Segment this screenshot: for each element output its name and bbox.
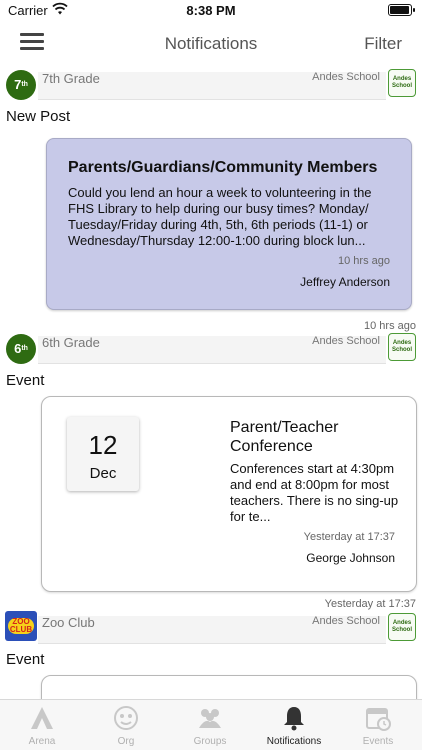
- groups-icon: [196, 704, 224, 732]
- post-title: Parents/Guardians/Community Members: [68, 159, 378, 176]
- item-type-label: Event: [6, 372, 45, 389]
- tab-label: Org: [117, 736, 135, 747]
- item-timestamp: Yesterday at 17:37: [324, 598, 416, 610]
- tab-label: Events: [362, 736, 394, 747]
- school-logo-icon: Andes School: [388, 69, 416, 97]
- notification-feed[interactable]: [0, 66, 422, 699]
- page-title: Notifications: [164, 34, 258, 53]
- school-logo-icon: Andes School: [388, 333, 416, 361]
- grade-badge-icon: 6th: [6, 334, 36, 364]
- calendar-icon: [364, 704, 392, 732]
- event-day: 12: [88, 430, 118, 460]
- tab-notifications[interactable]: [252, 700, 336, 750]
- event-author: George Johnson: [306, 551, 395, 565]
- tab-org[interactable]: [84, 700, 168, 750]
- org-name: Andes School: [312, 615, 380, 627]
- event-card[interactable]: [41, 396, 417, 592]
- group-name: Zoo Club: [42, 615, 95, 630]
- group-name: 6th Grade: [42, 335, 100, 350]
- group-header-6th-grade[interactable]: [0, 330, 422, 364]
- navigation-bar: [0, 22, 422, 66]
- event-date: [67, 417, 139, 491]
- post-author: Jeffrey Anderson: [300, 275, 390, 289]
- tab-label: Groups: [193, 736, 227, 747]
- school-logo-icon: Andes School: [388, 613, 416, 641]
- group-header-zoo-club[interactable]: [0, 610, 422, 644]
- tab-groups[interactable]: [168, 700, 252, 750]
- tab-label: Notifications: [266, 736, 322, 747]
- group-name: 7th Grade: [42, 71, 100, 86]
- grade-badge-icon: 7th: [6, 70, 36, 100]
- clock: 8:38 PM: [186, 3, 236, 18]
- event-title: Parent/Teacher Conference: [230, 419, 339, 455]
- tab-bar: [0, 699, 422, 750]
- org-name: Andes School: [312, 335, 380, 347]
- event-body: Conferences start at 4:30pm and end at 8:00pm for most teachers. There is no sing-up for te...: [230, 461, 399, 524]
- event-month: Dec: [89, 465, 117, 482]
- battery-icon: [388, 4, 412, 16]
- status-bar: [0, 0, 422, 22]
- tab-label: Arena: [28, 736, 56, 747]
- tab-events[interactable]: [336, 700, 420, 750]
- filter-button[interactable]: Filter: [364, 34, 402, 53]
- event-time: Yesterday at 17:37: [303, 531, 395, 543]
- arena-icon: [28, 704, 56, 732]
- org-name: Andes School: [312, 71, 380, 83]
- group-header-7th-grade[interactable]: [0, 66, 422, 100]
- event-card[interactable]: [41, 675, 417, 699]
- carrier-label: Carrier: [8, 3, 48, 18]
- zoo-club-logo-icon: ZOO CLUB: [5, 611, 37, 641]
- item-type-label: New Post: [6, 108, 71, 125]
- post-card[interactable]: [46, 138, 412, 310]
- item-timestamp: 10 hrs ago: [364, 320, 416, 332]
- item-type-label: Event: [6, 651, 45, 668]
- tab-arena[interactable]: [0, 700, 84, 750]
- post-time: 10 hrs ago: [338, 255, 390, 267]
- post-body: Could you lend an hour a week to volunteering in the FHS Library to help during our busy times? Monday/ Tuesday/Friday during 4th, 5th, 6th periods (11-1) or Wednesday/Thursday 12:00-1:00 during block lun...: [68, 185, 372, 248]
- bell-icon: [280, 704, 308, 732]
- org-icon: [112, 704, 140, 732]
